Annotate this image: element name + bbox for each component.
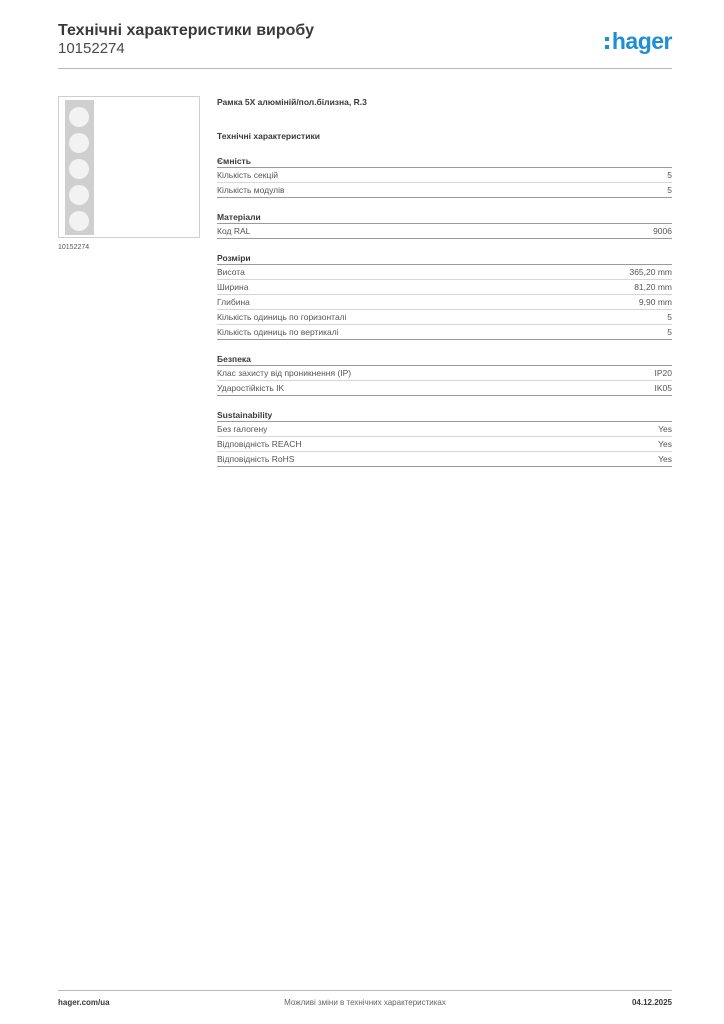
spec-label: Без галогену	[217, 424, 268, 434]
page-header	[58, 22, 672, 58]
product-number: 10152274	[58, 40, 125, 57]
logo-text: hager	[611, 28, 672, 54]
spec-row	[217, 183, 672, 198]
spec-label: Кількість секцій	[217, 170, 278, 180]
spec-section	[217, 409, 672, 467]
spec-value: Yes	[658, 424, 672, 434]
spec-label: Відповідність REACH	[217, 439, 302, 449]
specifications	[217, 96, 672, 467]
spec-sections	[217, 155, 672, 467]
section-title: Sustainability	[217, 409, 672, 422]
page-footer	[58, 998, 672, 1010]
spec-section	[217, 155, 672, 198]
spec-row	[217, 280, 672, 295]
spec-row	[217, 310, 672, 325]
spec-label: Клас захисту від проникнення (IP)	[217, 368, 352, 378]
footer-website-link[interactable]: hager.com/ua	[58, 998, 110, 1007]
product-name: Рамка 5X алюміній/пол.білизна, R.3	[217, 97, 367, 107]
specs-heading: Технічні характеристики	[217, 131, 320, 141]
frame-hole	[69, 133, 89, 153]
document-title: Технічні характеристики виробу	[58, 22, 314, 39]
spec-value: 5	[667, 327, 672, 337]
spec-label: Код RAL	[217, 226, 251, 236]
frame-illustration	[65, 100, 94, 235]
spec-row	[217, 422, 672, 437]
spec-value: 9006	[653, 226, 672, 236]
logo-dots-icon	[605, 28, 610, 54]
spec-row	[217, 366, 672, 381]
header-divider	[58, 68, 672, 69]
spec-value: IK05	[654, 383, 672, 393]
spec-value: 5	[667, 185, 672, 195]
footer-divider	[58, 990, 672, 991]
frame-hole	[69, 159, 89, 179]
section-title: Матеріали	[217, 211, 672, 224]
spec-row	[217, 325, 672, 340]
spec-row	[217, 437, 672, 452]
product-image-caption: 10152274	[58, 244, 90, 251]
spec-value: IP20	[654, 368, 672, 378]
spec-section	[217, 211, 672, 239]
product-image	[58, 96, 200, 238]
spec-row	[217, 295, 672, 310]
spec-value: 81,20 mm	[634, 282, 672, 292]
footer-note: Можливі зміни в технічних характеристиках	[284, 998, 446, 1007]
spec-section	[217, 252, 672, 340]
spec-label: Кількість одиниць по горизонталі	[217, 312, 347, 322]
spec-row	[217, 168, 672, 183]
spec-label: Відповідність RoHS	[217, 454, 295, 464]
spec-label: Ширина	[217, 282, 249, 292]
spec-value: 5	[667, 312, 672, 322]
frame-hole	[69, 211, 89, 231]
spec-label: Кількість одиниць по вертикалі	[217, 327, 339, 337]
spec-value: Yes	[658, 439, 672, 449]
spec-label: Кількість модулів	[217, 185, 285, 195]
frame-hole	[69, 185, 89, 205]
spec-label: Ударостійкість IK	[217, 383, 285, 393]
spec-row	[217, 452, 672, 467]
spec-row	[217, 381, 672, 396]
section-title: Безпека	[217, 353, 672, 366]
spec-label: Висота	[217, 267, 245, 277]
spec-value: 365,20 mm	[629, 267, 672, 277]
hager-logo	[605, 28, 672, 54]
section-title: Розміри	[217, 252, 672, 265]
spec-section	[217, 353, 672, 396]
spec-row	[217, 265, 672, 280]
spec-label: Глибина	[217, 297, 250, 307]
spec-row	[217, 224, 672, 239]
footer-date: 04.12.2025	[631, 998, 672, 1007]
spec-value: 9,90 mm	[638, 297, 672, 307]
spec-value: Yes	[658, 454, 672, 464]
section-title: Ємність	[217, 155, 672, 168]
spec-value: 5	[667, 170, 672, 180]
frame-hole	[69, 107, 89, 127]
